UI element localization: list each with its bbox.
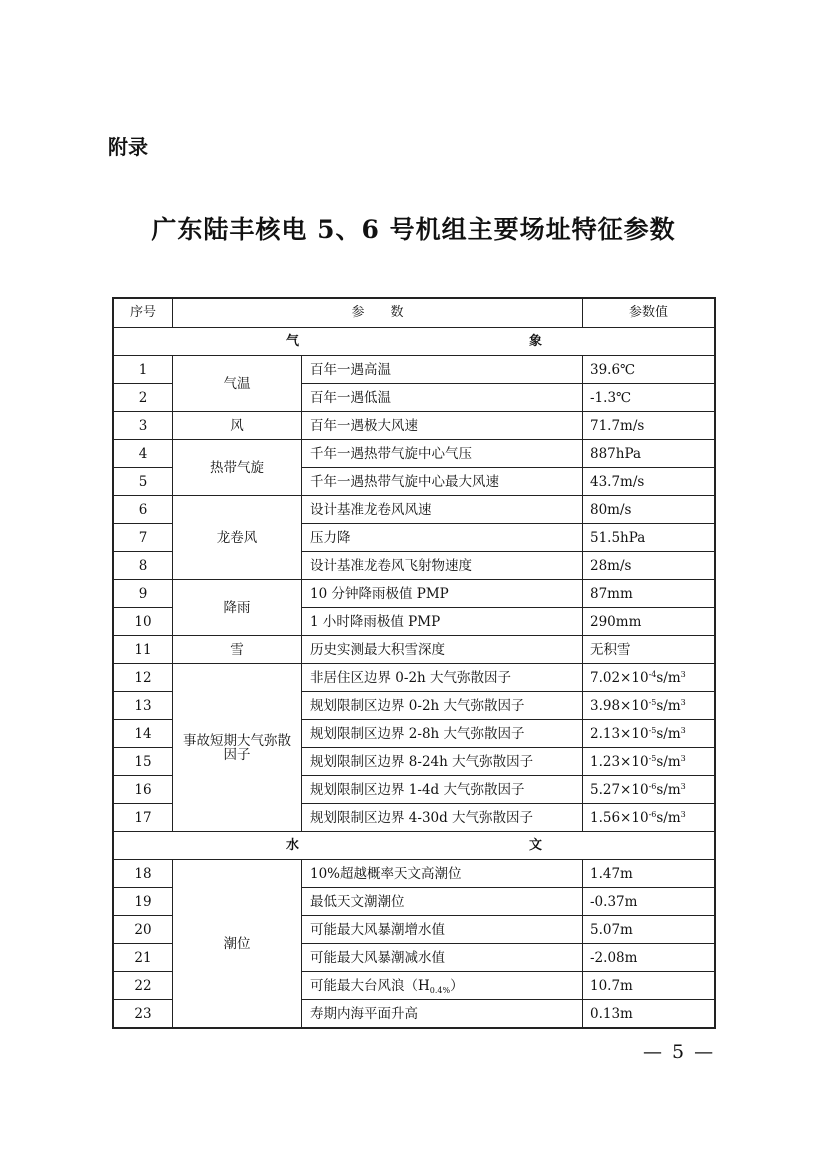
parameter-value (583, 384, 716, 412)
row-number: 16 (113, 776, 173, 804)
parameter-value (583, 524, 716, 552)
value-text: 39.6℃ (590, 361, 636, 378)
row-number: 17 (113, 804, 173, 832)
row-number: 8 (113, 552, 173, 580)
parameter-name (302, 944, 583, 972)
row-number: 23 (113, 1000, 173, 1029)
parameter-text: 百年一遇高温 (310, 361, 391, 378)
parameter-text: 千年一遇热带气旋中心最大风速 (310, 473, 499, 490)
value-unit: s/m (656, 697, 681, 714)
page-number: — 5 — (643, 1041, 716, 1063)
parameter-value (583, 888, 716, 916)
group-label: 热带气旋 (173, 440, 302, 496)
parameter-value (583, 1000, 716, 1029)
value-text: 80m/s (590, 501, 632, 518)
parameter-value (583, 412, 716, 440)
group-label: 雪 (173, 636, 302, 664)
site-parameters-table (112, 297, 716, 1029)
parameter-text: 寿期内海平面升高 (310, 1005, 418, 1022)
table-row (113, 356, 715, 384)
value-exponent: -6 (648, 781, 657, 791)
row-number: 18 (113, 860, 173, 888)
row-number: 22 (113, 972, 173, 1000)
value-unit: s/m (656, 669, 681, 686)
row-number: 9 (113, 580, 173, 608)
section-row (113, 328, 715, 356)
parameter-subscript: 0.4% (429, 985, 451, 995)
parameter-name (302, 888, 583, 916)
row-number: 1 (113, 356, 173, 384)
value-text: 290mm (590, 613, 642, 630)
parameter-value (583, 804, 716, 832)
table-row (113, 860, 715, 888)
parameter-value (583, 468, 716, 496)
parameter-text: 可能最大台风浪（H (310, 977, 430, 994)
parameter-name (302, 496, 583, 524)
parameter-value (583, 664, 716, 692)
value-base: 1.56×10 (590, 809, 649, 826)
row-number: 5 (113, 468, 173, 496)
parameter-text: 规划限制区边界 2-8h 大气弥散因子 (310, 725, 525, 742)
section-title: 气 象 (113, 328, 715, 356)
parameter-name (302, 580, 583, 608)
parameter-name (302, 440, 583, 468)
parameter-name (302, 552, 583, 580)
value-base: 7.02×10 (590, 669, 649, 686)
parameter-value (583, 356, 716, 384)
table-row (113, 412, 715, 440)
value-exponent: -5 (648, 753, 657, 763)
value-unit-exponent: 3 (680, 753, 686, 763)
parameter-text: 压力降 (310, 529, 351, 546)
parameter-tail: ） (450, 977, 464, 994)
parameter-value (583, 776, 716, 804)
parameter-value (583, 608, 716, 636)
parameter-name (302, 412, 583, 440)
parameter-value (583, 580, 716, 608)
parameter-value (583, 692, 716, 720)
parameter-name (302, 356, 583, 384)
parameter-name (302, 776, 583, 804)
parameter-text: 最低天文潮潮位 (310, 893, 405, 910)
parameter-text: 非居住区边界 0-2h 大气弥散因子 (310, 669, 512, 686)
row-number: 7 (113, 524, 173, 552)
value-text: 5.07m (590, 921, 633, 938)
document-title: 广东陆丰核电 5、6 号机组主要场址特征参数 (151, 215, 676, 244)
value-text: 10.7m (590, 977, 633, 994)
appendix-label: 附录 (108, 135, 148, 159)
value-unit: s/m (656, 809, 681, 826)
parameter-text: 百年一遇极大风速 (310, 417, 418, 434)
parameter-name (302, 664, 583, 692)
parameter-name (302, 692, 583, 720)
parameter-value (583, 972, 716, 1000)
parameter-value (583, 720, 716, 748)
parameter-name (302, 1000, 583, 1029)
table-header-row (113, 298, 715, 328)
parameter-value (583, 496, 716, 524)
value-text: 87mm (590, 585, 633, 602)
group-label: 气温 (173, 356, 302, 412)
value-base: 5.27×10 (590, 781, 649, 798)
parameter-name (302, 524, 583, 552)
group-label: 潮位 (173, 860, 302, 1029)
group-label: 事故短期大气弥散因子 (173, 664, 302, 832)
header-param: 参 数 (173, 298, 583, 328)
value-unit-exponent: 3 (680, 781, 686, 791)
value-unit-exponent: 3 (680, 669, 686, 679)
section-title: 水 文 (113, 832, 715, 860)
parameter-name (302, 860, 583, 888)
section-row (113, 832, 715, 860)
header-value: 参数值 (583, 298, 716, 328)
group-label: 龙卷风 (173, 496, 302, 580)
table-row (113, 664, 715, 692)
parameter-text: 10 分钟降雨极值 PMP (310, 585, 449, 602)
table-row (113, 636, 715, 664)
value-exponent: -4 (648, 669, 657, 679)
value-text: 71.7m/s (590, 417, 645, 434)
row-number: 3 (113, 412, 173, 440)
row-number: 19 (113, 888, 173, 916)
value-text: 无积雪 (590, 641, 631, 658)
parameter-name (302, 916, 583, 944)
value-base: 2.13×10 (590, 725, 649, 742)
value-unit: s/m (656, 753, 681, 770)
value-text: 28m/s (590, 557, 632, 574)
parameter-text: 可能最大风暴潮增水值 (310, 921, 445, 938)
value-base: 1.23×10 (590, 753, 649, 770)
value-unit: s/m (656, 781, 681, 798)
value-unit: s/m (656, 725, 681, 742)
parameter-text: 规划限制区边界 1-4d 大气弥散因子 (310, 781, 525, 798)
parameter-name (302, 608, 583, 636)
row-number: 11 (113, 636, 173, 664)
row-number: 4 (113, 440, 173, 468)
group-label: 风 (173, 412, 302, 440)
table-row (113, 580, 715, 608)
row-number: 14 (113, 720, 173, 748)
row-number: 13 (113, 692, 173, 720)
parameter-value (583, 552, 716, 580)
parameter-text: 可能最大风暴潮减水值 (310, 949, 445, 966)
parameter-text: 历史实测最大积雪深度 (310, 641, 445, 658)
value-unit-exponent: 3 (680, 809, 686, 819)
value-text: 1.47m (590, 865, 633, 882)
parameter-name (302, 468, 583, 496)
value-exponent: -5 (648, 725, 657, 735)
row-number: 21 (113, 944, 173, 972)
group-label: 降雨 (173, 580, 302, 636)
parameter-name (302, 720, 583, 748)
row-number: 20 (113, 916, 173, 944)
value-text: -2.08m (590, 949, 638, 966)
value-unit-exponent: 3 (680, 725, 686, 735)
parameter-text: 规划限制区边界 4-30d 大气弥散因子 (310, 809, 534, 826)
row-number: 2 (113, 384, 173, 412)
parameter-name (302, 636, 583, 664)
value-text: 51.5hPa (590, 529, 646, 546)
row-number: 15 (113, 748, 173, 776)
parameter-name (302, 384, 583, 412)
parameter-text: 千年一遇热带气旋中心气压 (310, 445, 472, 462)
parameter-value (583, 916, 716, 944)
value-base: 3.98×10 (590, 697, 649, 714)
value-text: 887hPa (590, 445, 641, 462)
value-exponent: -6 (648, 809, 657, 819)
parameter-text: 规划限制区边界 0-2h 大气弥散因子 (310, 697, 525, 714)
parameter-name (302, 804, 583, 832)
row-number: 10 (113, 608, 173, 636)
row-number: 12 (113, 664, 173, 692)
table-row (113, 440, 715, 468)
value-exponent: -5 (648, 697, 657, 707)
parameter-value (583, 944, 716, 972)
parameter-value (583, 860, 716, 888)
value-text: -0.37m (590, 893, 638, 910)
row-number: 6 (113, 496, 173, 524)
value-text: 43.7m/s (590, 473, 645, 490)
parameter-text: 10%超越概率天文高潮位 (310, 865, 462, 882)
parameter-text: 设计基准龙卷风飞射物速度 (310, 557, 472, 574)
header-no: 序号 (113, 298, 173, 328)
parameter-text: 1 小时降雨极值 PMP (310, 613, 441, 630)
parameter-name (302, 972, 583, 1000)
table-row (113, 496, 715, 524)
parameter-text: 设计基准龙卷风风速 (310, 501, 432, 518)
value-unit-exponent: 3 (680, 697, 686, 707)
parameter-value (583, 748, 716, 776)
parameter-value (583, 440, 716, 468)
parameter-value (583, 636, 716, 664)
value-text: 0.13m (590, 1005, 633, 1022)
parameter-text: 百年一遇低温 (310, 389, 391, 406)
parameter-text: 规划限制区边界 8-24h 大气弥散因子 (310, 753, 534, 770)
parameter-name (302, 748, 583, 776)
value-text: -1.3℃ (590, 389, 632, 406)
